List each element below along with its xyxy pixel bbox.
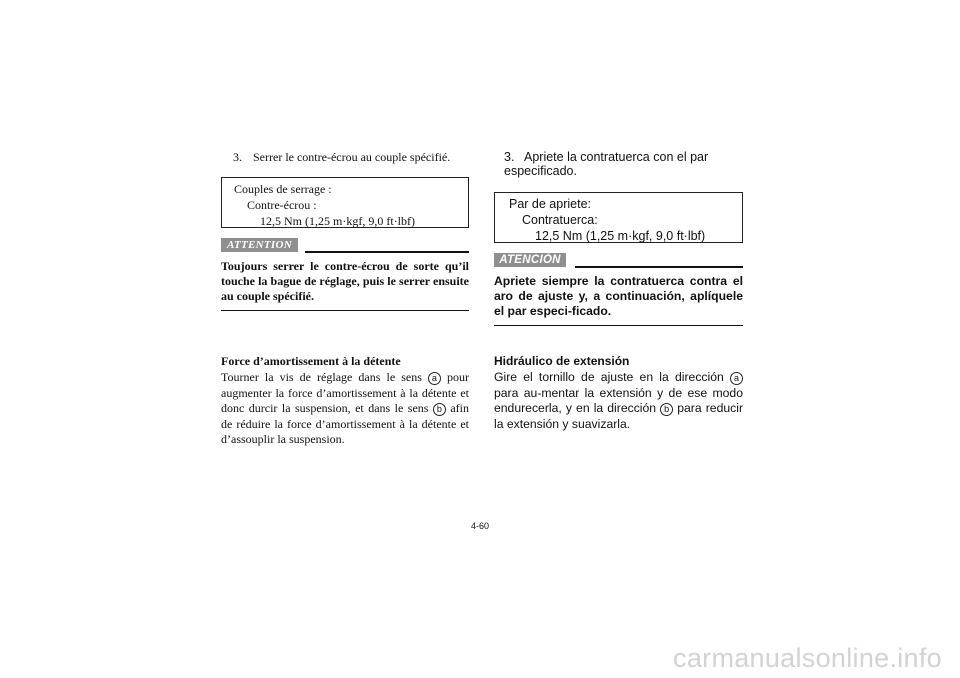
torque-spec-box [221,177,469,228]
spec-title: Par de apriete: [509,197,591,211]
step-3 [504,150,743,178]
section-title: Hidráulico de extensión [494,354,630,368]
french-column [221,150,469,446]
spec-item: Contre-écrou : [247,198,317,212]
warning-rule [575,266,743,268]
warning-header [494,253,743,269]
spec-title: Couples de serrage : [234,182,332,196]
warning-text: Apriete siempre la contratuerca contra el aro de ajuste y, a continuación, aplíquele el par especi-ficado. [494,274,743,326]
marker-a-icon: a [428,372,441,385]
warning-text: Toujours serrer le contre-écrou de sorte qu’il touche la bague de réglage, puis le serrer ensuite au couple spécifié. [221,259,469,311]
body-part-3: afin de réduire la force d’amortissement à la détente et d’assouplir la suspension. [221,401,469,446]
body-part-2: pour augmenter la force d’amortissement à la détente et donc durcir la suspension, et dans le sens [221,370,469,415]
section-body [494,370,743,432]
step-text: Serrer le contre-écrou au couple spécifié. [253,150,451,164]
marker-b-icon: b [660,403,673,416]
spec-item: Contratuerca: [522,213,598,227]
spec-value: 12,5 Nm (1,25 m·kgf, 9,0 ft·lbf) [260,214,415,228]
page-number: 4-60 [470,521,489,531]
body-part-1: Tourner la vis de réglage dans le sens [221,370,428,384]
marker-a-icon: a [730,372,743,385]
step-text: Apriete la contratuerca con el par especificado. [504,150,709,178]
body-part-2: para au-mentar la extensión y de ese modo endurecerla, y en la dirección [494,385,743,415]
spanish-column [494,150,743,431]
warning-label: ATTENTION [221,238,298,252]
marker-b-icon: b [433,403,446,416]
section-title: Force d’amortissement à la détente [221,354,401,368]
warning-rule [305,251,469,253]
warning-header [221,238,469,254]
watermark: carmanualsonline.info [673,643,942,673]
section-body [221,370,469,448]
torque-spec-box [494,192,743,243]
warning-label: ATENCIÓN [494,253,566,267]
spec-value: 12,5 Nm (1,25 m·kgf, 9,0 ft·lbf) [535,229,706,243]
step-number: 3. [504,150,515,164]
step-3 [233,150,469,164]
body-part-1: Gire el tornillo de ajuste en la dirección [494,370,730,384]
body-part-3: para reducir la extensión y suavizarla. [494,401,743,431]
step-number: 3. [233,150,242,164]
